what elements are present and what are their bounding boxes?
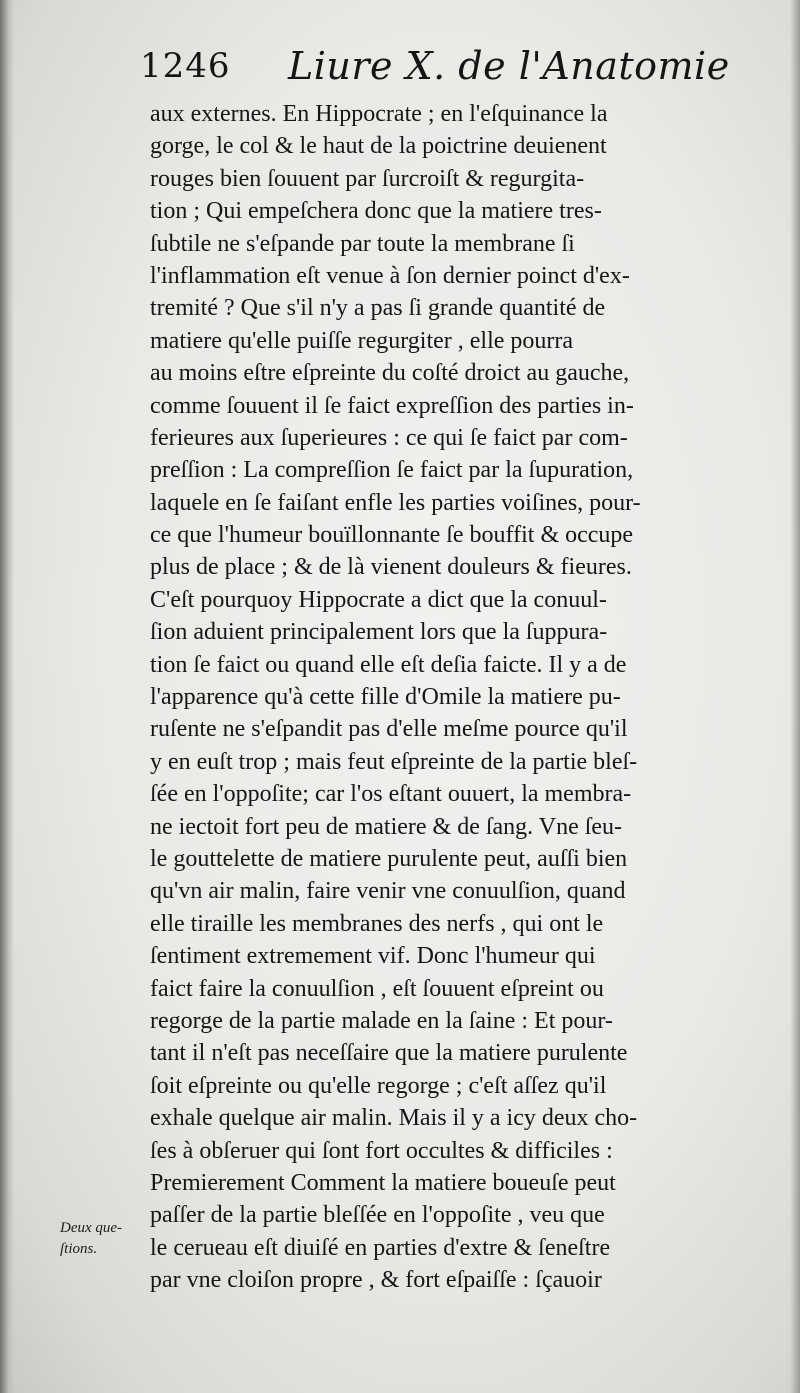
text-line: tion ſe faict ou quand elle eſt deſia faicte. Il y a de <box>150 651 627 678</box>
text-line: l'inflammation eſt venue à ſon dernier poinct d'ex- <box>150 262 630 289</box>
text-line: y en euſt trop ; mais feut eſpreinte de la partie bleſ- <box>150 748 638 775</box>
margin-note-line: ſtions. <box>60 1241 98 1257</box>
page-number: 1246 <box>140 46 231 86</box>
text-line: regorge de la partie malade en la ſaine : Et pour- <box>150 1007 613 1034</box>
text-line: ne iectoit fort peu de matiere & de ſang. Vne ſeu- <box>150 813 623 840</box>
text-line: le gouttelette de matiere purulente peut, auſſi bien <box>150 845 628 872</box>
text-line: faict faire la conuulſion , eſt ſouuent eſpreint ou <box>150 975 604 1002</box>
text-line: matiere qu'elle puiſſe regurgiter , elle pourra <box>150 327 574 354</box>
text-line: tant il n'eſt pas neceſſaire que la matiere purulente <box>150 1040 628 1067</box>
text-line: ſentiment extremement vif. Donc l'humeur qui <box>150 943 596 970</box>
margin-note-line: Deux que- <box>60 1220 123 1236</box>
text-line: elle tiraille les membranes des nerfs , qui ont le <box>150 910 604 937</box>
body-text <box>150 98 750 1296</box>
running-head <box>140 44 740 96</box>
text-line: gorge, le col & le haut de la poictrine deuienent <box>150 133 607 160</box>
text-line: comme ſouuent il ſe faict expreſſion des parties in- <box>150 392 634 419</box>
text-line: ruſente ne s'eſpandit pas d'elle meſme pource qu'il <box>150 716 628 743</box>
text-line: ſée en l'oppoſite; car l'os eſtant ouuert, la membra- <box>150 781 632 808</box>
text-line: C'eſt pourquoy Hippocrate a dict que la conuul- <box>150 586 607 613</box>
text-line: plus de place ; & de là vienent douleurs & fieures. <box>150 554 632 581</box>
text-line: l'apparence qu'à cette fille d'Omile la matiere pu- <box>150 684 621 711</box>
text-line: ferieures aux ſuperieures : ce qui ſe faict par com- <box>150 424 628 451</box>
text-line: le cerueau eſt diuiſé en parties d'extre & ſeneſtre <box>150 1234 611 1261</box>
text-line: aux externes. En Hippocrate ; en l'eſquinance la <box>150 101 608 127</box>
text-line: rouges bien ſouuent par ſurcroiſt & regurgita- <box>150 165 585 192</box>
text-line: laquele en ſe faiſant enfle les parties voiſines, pour- <box>150 489 641 516</box>
gutter-shadow <box>0 0 14 1393</box>
text-line: ſion aduient principalement lors que la ſuppura- <box>150 619 608 646</box>
running-title: Liure X. de l'Anatomie <box>288 44 730 88</box>
text-line: exhale quelque air malin. Mais il y a icy deux cho- <box>150 1105 638 1132</box>
text-line: ſoit eſpreinte ou qu'elle regorge ; c'eſt aſſez qu'il <box>150 1072 607 1099</box>
margin-note <box>60 1218 142 1260</box>
text-line: tremité ? Que s'il n'y a pas ſi grande quantité de <box>150 295 606 322</box>
text-line: ſubtile ne s'eſpande par toute la membrane ſi <box>150 230 575 257</box>
text-line: qu'vn air malin, faire venir vne conuulſion, quand <box>150 878 626 905</box>
text-line: ſes à obſeruer qui ſont fort occultes & difficiles : <box>150 1137 613 1164</box>
page-edge-shadow <box>790 0 800 1393</box>
text-line: au moins eſtre eſpreinte du coſté droict au gauche, <box>150 360 630 387</box>
text-line: par vne cloiſon propre , & fort eſpaiſſe : ſçauoir <box>150 1267 602 1294</box>
text-line: ce que l'humeur bouïllonnante ſe bouffit & occupe <box>150 522 634 549</box>
text-line: tion ; Qui empeſchera donc que la matiere tres- <box>150 198 602 225</box>
text-line: paſſer de la partie bleſſée en l'oppoſite , veu que <box>150 1202 605 1229</box>
text-line: preſſion : La compreſſion ſe faict par la ſupuration, <box>150 457 634 484</box>
text-line: Premierement Comment la matiere boueuſe peut <box>150 1169 616 1196</box>
